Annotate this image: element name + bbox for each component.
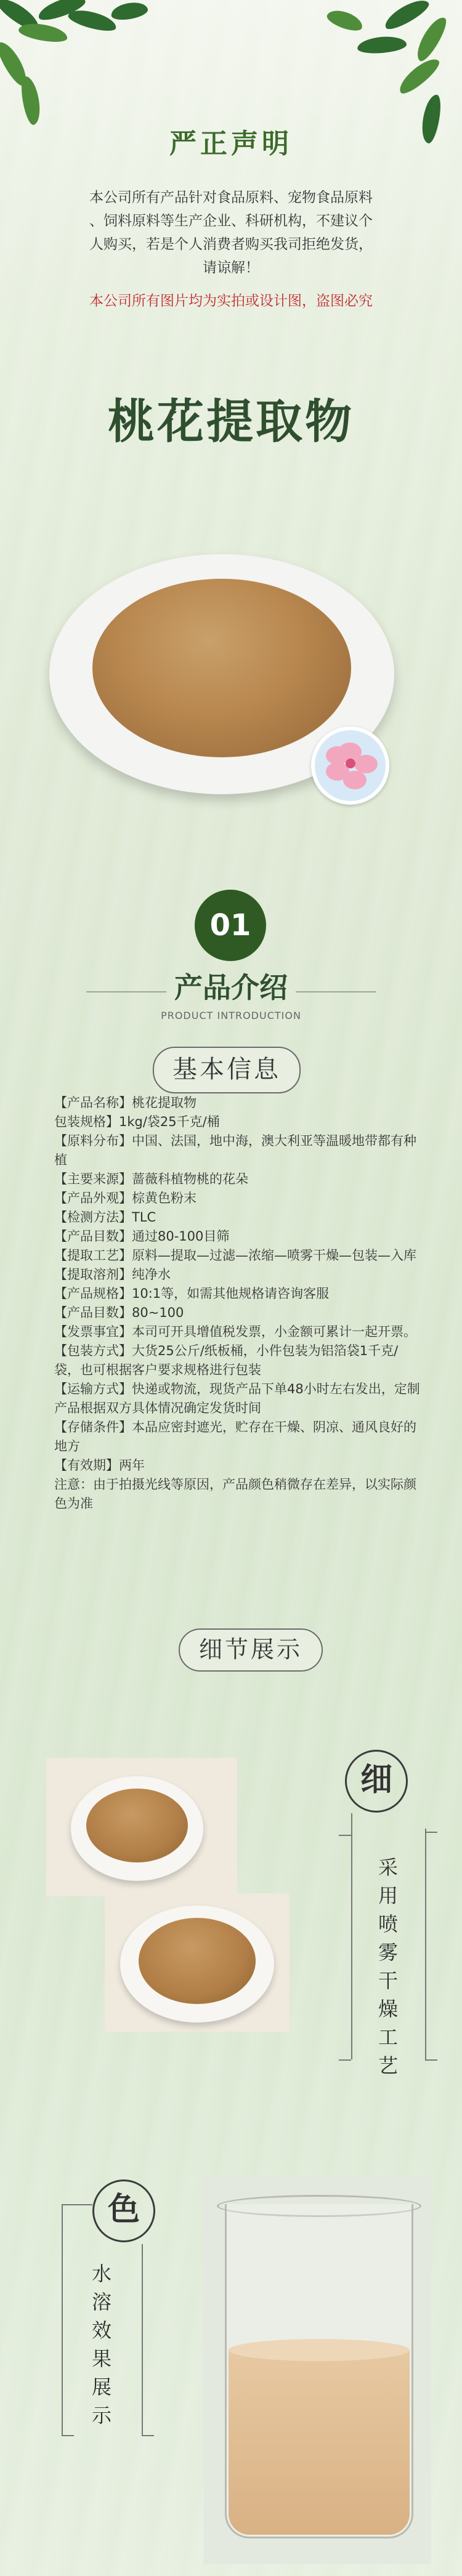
detail-photo-powder-2 <box>105 1893 290 2032</box>
peach-blossom-image <box>311 727 389 805</box>
feature-line-vertical <box>62 2204 63 2435</box>
notice-image-warning: 本公司所有图片均为实拍或设计图，盗图必究 <box>89 293 373 309</box>
liquid <box>229 2350 410 2535</box>
spec-line: 【原料分布】中国、法国，地中海，澳大利亚等温暖地带都有种植 <box>54 1133 416 1167</box>
section-number-badge: 01 <box>195 890 266 961</box>
product-title: 桃花提取物 <box>108 394 354 449</box>
spec-line: 【提取溶剂】纯净水 <box>54 1267 171 1282</box>
feature-caption-vertical: 水溶效果展示 <box>91 2262 111 2427</box>
spec-line: 【存储条件】本品应密封遮光，贮存在干燥、阴凉、通风良好的地方 <box>54 1420 416 1454</box>
feature-line-horizontal <box>425 1832 437 1833</box>
feature-line-vertical <box>351 1813 352 2059</box>
spec-line: 【产品目数】80~100 <box>54 1305 184 1320</box>
spec-line: 【包装方式】大货25公斤/纸板桶，小件包装为铝箔袋1千克/袋，也可根据客户要求规格进行包装 <box>54 1343 399 1377</box>
notice-line: 请谅解！ <box>203 260 259 276</box>
feature-line-horizontal <box>62 2435 74 2436</box>
spec-line: 【提取工艺】原料—提取—过滤—浓缩—喷雾干燥—包装—入库 <box>54 1248 416 1263</box>
spec-line: 包装规格】1kg/袋25千克/桶 <box>54 1114 220 1129</box>
powder <box>92 579 351 757</box>
spec-line: 【产品目数】通过80-100目筛 <box>54 1229 230 1244</box>
spec-line: 【主要来源】蔷薇科植物桃的花朵 <box>54 1172 248 1186</box>
details-heading: 细节展示 <box>179 1628 323 1672</box>
spec-line: 【产品规格】10:1等，如需其他规格请咨询客服 <box>54 1286 330 1301</box>
feature-line-horizontal <box>62 2204 92 2205</box>
notice-body <box>62 186 400 280</box>
feature-line-horizontal <box>339 1835 351 1836</box>
feature-line-horizontal <box>339 2059 351 2061</box>
basic-info-heading: 基本信息 <box>153 1047 301 1093</box>
notice-title: 严正声明 <box>169 128 293 159</box>
spec-line: 【有效期】两年 <box>54 1458 145 1473</box>
spec-line: 注意：由于拍摄光线等原因，产品颜色稍微存在差异，以实际颜色为准 <box>54 1477 416 1511</box>
section-title: 产品介绍 <box>174 971 288 1004</box>
notice-line: 人购买，若是个人消费者购买我司拒绝发货， <box>89 236 373 252</box>
feature-line-horizontal <box>142 2435 154 2436</box>
spec-line: 【产品名称】桃花提取物 <box>54 1095 197 1110</box>
spec-line: 【检测方法】TLC <box>54 1210 156 1225</box>
feature-badge-color: 色 <box>92 2180 155 2242</box>
feature-line-horizontal <box>425 2059 437 2061</box>
section-subtitle: PRODUCT INTRODUCTION <box>161 1010 301 1021</box>
notice-line: 、饲料原料等生产企业、科研机构，不建议个 <box>89 213 373 229</box>
beaker <box>225 2204 413 2538</box>
feature-caption-vertical: 采用喷雾干燥工艺 <box>378 1856 398 2077</box>
feature-line-vertical <box>425 1829 426 2059</box>
spec-list <box>54 1093 424 1513</box>
spec-line: 【发票事宜】本司可开具增值税发票，小金额可累计一起开票。 <box>54 1324 416 1339</box>
feature-badge-detail: 细 <box>345 1750 408 1813</box>
spec-line: 【产品外观】棕黄色粉末 <box>54 1191 197 1205</box>
spec-line: 【运输方式】快递或物流，现货产品下单48小时左右发出，定制产品根据双方具体情况确定发货时间 <box>54 1382 420 1415</box>
detail-photo-powder-1 <box>46 1758 237 1896</box>
notice-line: 本公司所有产品针对食品原料、宠物食品原料 <box>89 190 373 206</box>
feature-line-vertical <box>142 2244 143 2435</box>
